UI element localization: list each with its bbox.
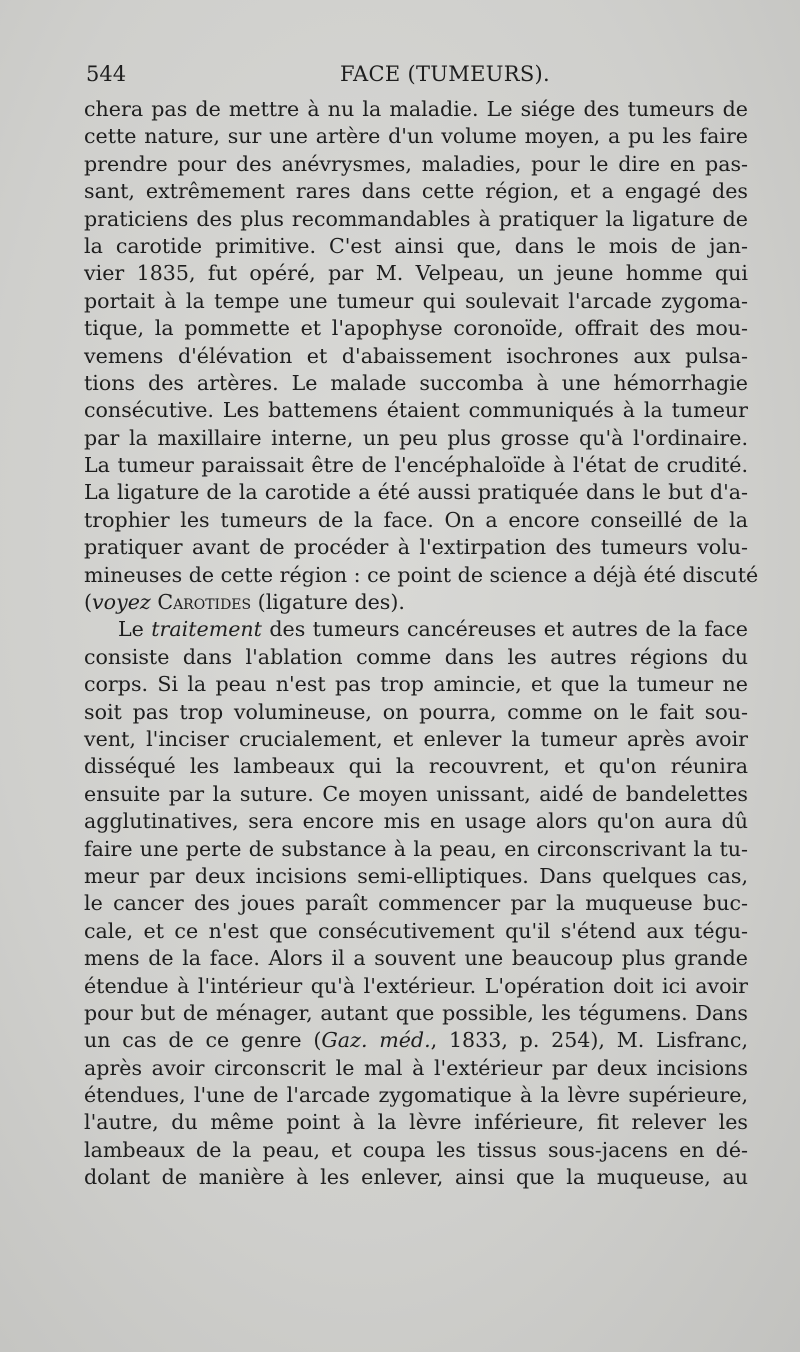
text-run: un cas de ce genre (	[84, 1028, 322, 1053]
text-line: la carotide primitive. C'est ainsi que, dans le mois de jan-	[84, 233, 748, 258]
text-run: (ligature des).	[251, 590, 405, 615]
italic-run: voyez	[92, 590, 151, 615]
text-line: mens de la face. Alors il a souvent une beaucoup plus grande	[84, 946, 748, 971]
text-line: pratiquer avant de procéder à l'extirpation des tumeurs volu-	[84, 535, 748, 560]
text-line: tions des artères. Le malade succomba à une hémorrhagie	[84, 370, 748, 395]
text-run: Le	[118, 617, 152, 642]
text-line: consécutive. Les battemens étaient communiqués à la tumeur	[84, 398, 748, 423]
running-title: FACE (TUMEURS).	[340, 62, 550, 86]
text-line: vier 1835, fut opéré, par M. Velpeau, un jeune homme qui	[84, 261, 748, 286]
text-line: mineuses de cette région : ce point de science a déjà été discuté	[84, 562, 759, 587]
text-line: par la maxillaire interne, un peu plus grosse qu'à l'ordinaire.	[84, 425, 748, 450]
text-run: , 1833, p. 254), M. Lisfranc,	[430, 1028, 748, 1053]
text-line: sant, extrêmement rares dans cette région, et a engagé des	[84, 179, 748, 204]
text-line: prendre pour des anévrysmes, maladies, pour le dire en pas-	[84, 151, 748, 176]
small-caps-run: Carotides	[157, 590, 252, 615]
page-header	[86, 62, 748, 96]
page-number: 544	[86, 62, 127, 86]
text-line: meur par deux incisions semi-elliptiques. Dans quelques cas,	[84, 863, 748, 888]
text-line: étendue à l'intérieur qu'à l'extérieur. L'opération doit ici avoir	[84, 973, 748, 998]
text-line-citation	[84, 1027, 748, 1054]
text-line: consiste dans l'ablation comme dans les autres régions du	[84, 644, 748, 669]
text-line: vent, l'inciser crucialement, et enlever la tumeur après avoir	[84, 726, 748, 751]
text-line: vemens d'élévation et d'abaissement isochrones aux pulsa-	[84, 343, 748, 368]
text-line: tique, la pommette et l'apophyse coronoïde, offrait des mou-	[84, 316, 748, 341]
text-line: cale, et ce n'est que consécutivement qu'il s'étend aux tégu-	[84, 918, 748, 943]
text-line: pour but de ménager, autant que possible, les tégumens. Dans	[84, 1000, 748, 1025]
italic-run: traitement	[151, 617, 262, 642]
text-line: chera pas de mettre à nu la maladie. Le siége des tumeurs de	[84, 97, 748, 121]
text-line: étendues, l'une de l'arcade zygomatique à la lèvre supérieure,	[84, 1083, 748, 1108]
italic-run: Gaz. méd.	[321, 1028, 431, 1053]
text-line-paragraph-start	[84, 616, 748, 643]
text-line: après avoir circonscrit le mal à l'extérieur par deux incisions	[84, 1055, 748, 1080]
text-run: des tumeurs cancéreuses et autres de la face	[261, 617, 748, 642]
text-line: La tumeur paraissait être de l'encéphaloïde à l'état de crudité.	[84, 453, 748, 478]
text-line: ensuite par la suture. Ce moyen unissant, aidé de bandelettes	[84, 781, 748, 806]
text-line: faire une perte de substance à la peau, en circonscrivant la tu-	[84, 836, 748, 861]
text-line: soit pas trop volumineuse, on pourra, comme on le fait sou-	[84, 699, 748, 724]
text-line: trophier les tumeurs de la face. On a encore conseillé de la	[84, 507, 748, 532]
text-line: La ligature de la carotide a été aussi pratiquée dans le but d'a-	[84, 480, 748, 505]
text-line: praticiens des plus recommandables à pratiquer la ligature de	[84, 206, 748, 231]
text-run: (	[84, 590, 93, 615]
text-line: portait à la tempe une tumeur qui soulevait l'arcade zygoma-	[84, 288, 748, 313]
body-text	[84, 96, 759, 1192]
text-line: dolant de manière à les enlever, ainsi que la muqueuse, au	[84, 1165, 748, 1190]
text-line: l'autre, du même point à la lèvre inférieure, fit relever les	[84, 1110, 748, 1135]
text-line: cette nature, sur une artère d'un volume moyen, a pu les faire	[84, 124, 748, 149]
text-line: le cancer des joues paraît commencer par la muqueuse buc-	[84, 891, 748, 916]
text-line: agglutinatives, sera encore mis en usage alors qu'on aura dû	[84, 809, 748, 834]
text-line-cross-reference	[84, 589, 748, 616]
text-line: corps. Si la peau n'est pas trop amincie, et que la tumeur ne	[84, 672, 748, 697]
text-line: disséqué les lambeaux qui la recouvrent, et qu'on réunira	[84, 754, 748, 779]
text-line: lambeaux de la peau, et coupa les tissus sous-jacens en dé-	[84, 1137, 748, 1162]
